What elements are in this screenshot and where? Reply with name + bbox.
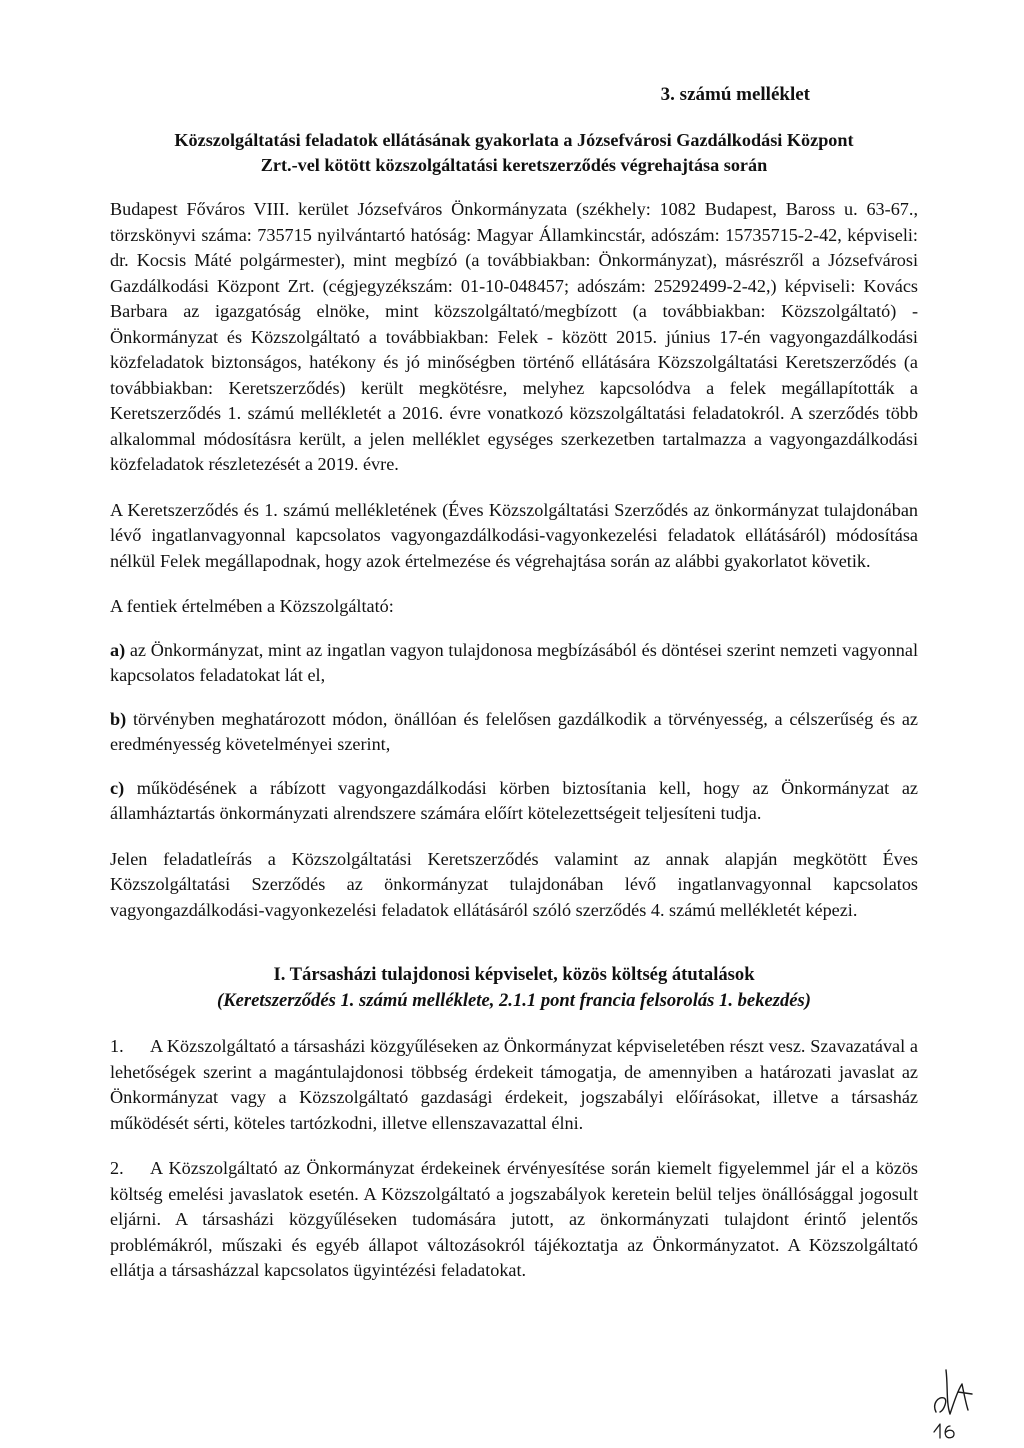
document-title-line-1: Közszolgáltatási feladatok ellátásának gyakorlata a Józsefvárosi Gazdálkodási Központ bbox=[174, 130, 854, 150]
duty-item-b bbox=[110, 707, 918, 758]
lead-in-text: A fentiek értelmében a Közszolgáltató: bbox=[110, 596, 394, 616]
section-title: I. Társasházi tulajdonosi képviselet, közös költség átutalások bbox=[273, 964, 755, 985]
duty-label: b) bbox=[110, 708, 127, 729]
duty-label: c) bbox=[110, 777, 125, 798]
agreement-paragraph: A Keretszerződés és 1. számú mellékletének (Éves Közszolgáltatási Szerződés az önkormányzat tulajdonában lévő ingatlanvagyonnal kapcsolatos vagyongazdálkodási-vagyonkezelési feladatok ellátásáról) módosítása nélkül Felek megállapodnak, hogy azok értelmezése és végrehajtása során az alábbi gyakorlatot követik. bbox=[110, 499, 918, 571]
intro-paragraph: Budapest Főváros VIII. kerület Józsefváros Önkormányzata (székhely: 1082 Budapest, Baross u. 63-67., törzskönyvi száma: 735715 nyilvántartó hatóság: Magyar Államkincstár, adószám: 15735715-2-42, képviseli: dr. Kocsis Máté polgármester), mint megbízó (a továbbiakban: Önkormányzat), másrészről a Józsefvárosi Gazdálkodási Központ Zrt. (cégjegyzékszám: 01-10-048457; adószám: 25292499-2-42,) képviseli: Kovács Barbara az igazgatóság elnöke, mint közszolgáltató/megbízott (a továbbiakban: Közszolgáltató) - Önkormányzat és Közszolgáltató a továbbiakban: Felek - között 2015. június 17-én vagyongazdálkodási közfeladatok biztonságos, hatékony és jó minőségben történő ellátására Közszolgáltatási Keretszerződés (a továbbiakban: Keretszerződés) került megkötésre, melyhez kapcsolódva a felek megállapították a Keretszerződés 1. számú mellékletét a 2016. évre vonatkozó közszolgáltatási feladatokról. A szerződés több alkalommal módosításra került, a jelen melléklet egységes szerkezetben tartalmazza a vagyongazdálkodási közfeladatok részletezését a 2019. évre. bbox=[110, 199, 918, 474]
section-item-1 bbox=[110, 1034, 918, 1136]
item-text: A Közszolgáltató a társasházi közgyűléseken az Önkormányzat képviseletében részt vesz. Szavazatával a lehetőségek szerint a magántulajdonosi többség érdekeit támogatja, de amennyiben a határozati javaslat az Önkormányzat vagy a Közszolgáltató gazdasági érdekeit, jogszabályi előírásokat, illetve a társasház működését sérti, köteles tartózkodni, illetve ellenszavazattal élni. bbox=[110, 1036, 918, 1133]
document-page bbox=[110, 0, 918, 1448]
annex-label: 3. számú melléklet bbox=[660, 84, 810, 105]
item-number: 1. bbox=[110, 1036, 124, 1056]
closing-paragraph: Jelen feladatleírás a Közszolgáltatási Keretszerződés valamint az annak alapján megkötött Éves Közszolgáltatási Szerződés az önkormányzat tulajdonában lévő ingatlanvagyonnal kapcsolatos vagyongazdálkodási-vagyonkezelési feladatok ellátásáról szóló szerződés 4. számú mellékletét képezi. bbox=[110, 848, 918, 920]
duty-text: törvényben meghatározott módon, önállóan és felelősen gazdálkodik a törvényesség, a célszerűség és az eredményesség követelményei szerint, bbox=[110, 708, 918, 754]
duty-label: a) bbox=[110, 639, 126, 660]
document-title bbox=[110, 128, 918, 178]
handwritten-signature bbox=[928, 1362, 976, 1440]
item-number: 2. bbox=[110, 1158, 124, 1178]
duty-text: működésének a rábízott vagyongazdálkodási körben biztosítania kell, hogy az Önkormányzat az államháztartás önkormányzati alrendszere számára előírt kötelezettségeit teljesíteni tudja. bbox=[110, 777, 918, 823]
item-text: A Közszolgáltató az Önkormányzat érdekeinek érvényesítése során kiemelt figyelemmel jár el a közös költség emelési javaslatok esetén. A Közszolgáltató a jogszabályok keretein belül teljes önállósággal jogosult eljárni. A társasházi közgyűléseken tudomására jutott, az önkormányzati tulajdont érintő jelentős problémákról, műszaki és egyéb állapot változásokról tájékoztatja az Önkormányzatot. A Közszolgáltató ellátja a társasházzal kapcsolatos ügyintézési feladatokat. bbox=[110, 1158, 918, 1280]
document-body bbox=[110, 197, 918, 1304]
section-heading bbox=[110, 943, 918, 1013]
section-subtitle: (Keretszerződés 1. számú melléklete, 2.1.1 pont francia felsorolás 1. bekezdés) bbox=[217, 989, 811, 1011]
section-item-2 bbox=[110, 1156, 918, 1284]
duty-text: az Önkormányzat, mint az ingatlan vagyon tulajdonosa megbízásából és döntései szerint nemzeti vagyonnal kapcsolatos feladatokat lát el, bbox=[110, 639, 918, 685]
duty-item-c bbox=[110, 776, 918, 827]
duty-item-a bbox=[110, 638, 918, 689]
document-title-line-2: Zrt.-vel kötött közszolgáltatási keretszerződés végrehajtása során bbox=[260, 155, 768, 175]
